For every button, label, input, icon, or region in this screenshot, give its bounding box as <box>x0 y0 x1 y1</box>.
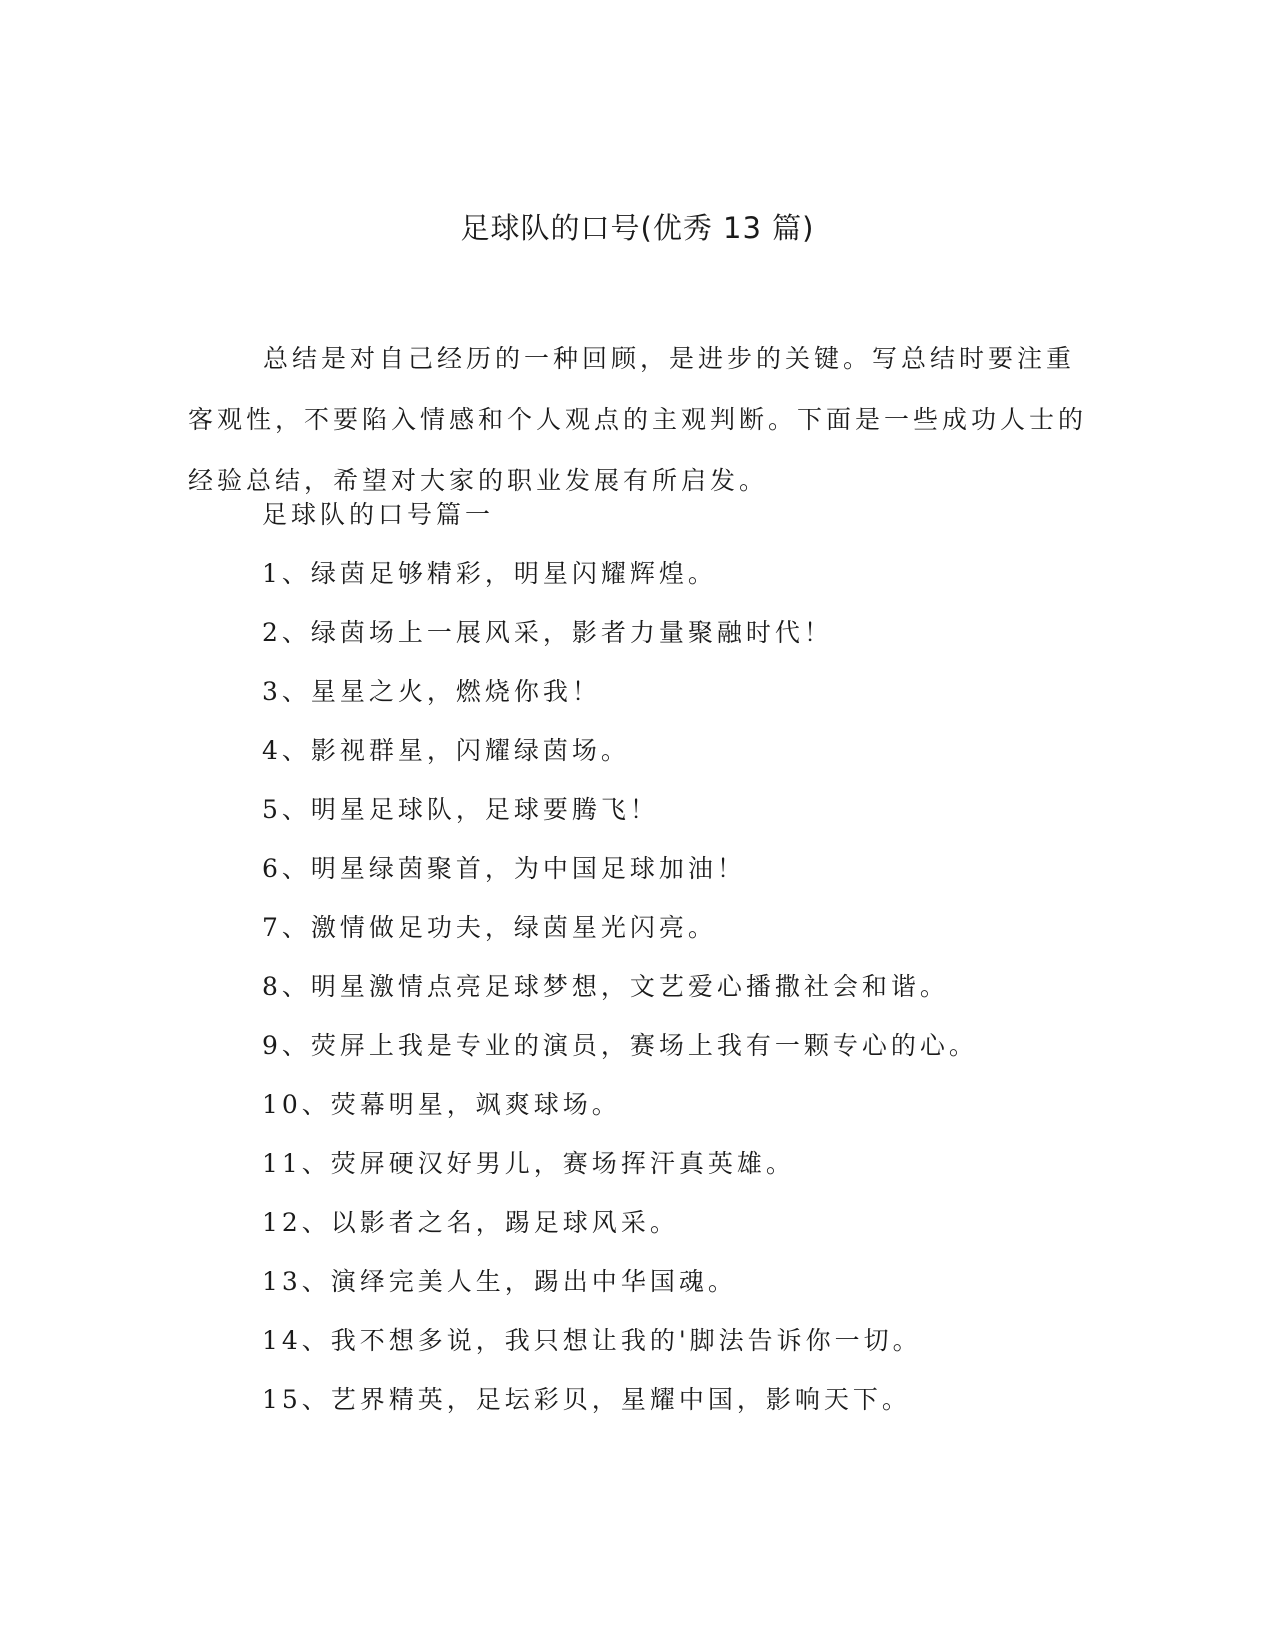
slogan-item: 6、明星绿茵聚首，为中国足球加油！ <box>262 854 746 883</box>
slogan-item: 9、荧屏上我是专业的演员，赛场上我有一颗专心的心。 <box>262 1031 978 1060</box>
slogan-item: 2、绿茵场上一展风采，影者力量聚融时代！ <box>262 618 833 647</box>
slogan-item: 10、荧幕明星，飒爽球场。 <box>262 1090 621 1119</box>
document-title: 足球队的口号(优秀 13 篇) <box>460 211 815 245</box>
slogan-item: 5、明星足球队，足球要腾飞！ <box>262 795 659 824</box>
slogan-item: 3、星星之火，燃烧你我！ <box>262 677 601 706</box>
slogan-item: 4、影视群星，闪耀绿茵场。 <box>262 736 630 765</box>
slogan-item: 8、明星激情点亮足球梦想，文艺爱心播撒社会和谐。 <box>262 972 949 1001</box>
slogan-item: 1、绿茵足够精彩，明星闪耀辉煌。 <box>262 559 717 588</box>
intro-paragraph: 总结是对自己经历的一种回顾，是进步的关键。写总结时要注重客观性，不要陷入情感和个人观点的主观判断。下面是一些成功人士的经验总结，希望对大家的职业发展有所启发。 <box>188 344 1088 495</box>
slogan-item: 14、我不想多说，我只想让我的'脚法告诉你一切。 <box>262 1326 922 1355</box>
slogan-item: 11、荧屏硬汉好男儿，赛场挥汗真英雄。 <box>262 1149 795 1178</box>
slogan-item: 13、演绎完美人生，踢出中华国魂。 <box>262 1267 737 1296</box>
section-heading: 足球队的口号篇一 <box>262 500 495 529</box>
slogan-item: 15、艺界精英，足坛彩贝，星耀中国，影响天下。 <box>262 1385 911 1414</box>
slogan-item: 7、激情做足功夫，绿茵星光闪亮。 <box>262 913 717 942</box>
slogan-item: 12、以影者之名，踢足球风采。 <box>262 1208 679 1237</box>
